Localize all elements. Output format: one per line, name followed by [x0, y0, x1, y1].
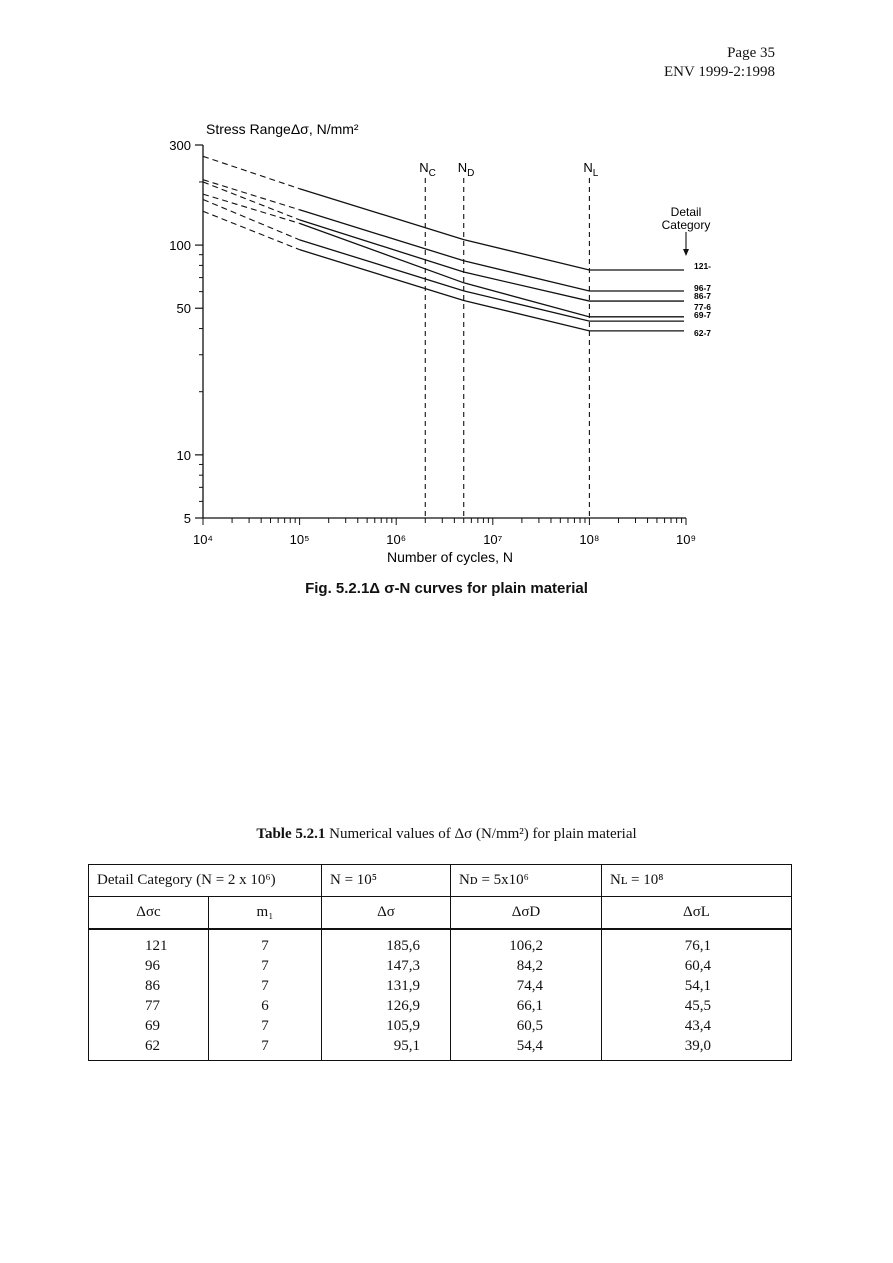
cell-dsl: 39,0 [602, 1036, 792, 1061]
cell-m1: 7 [209, 976, 322, 996]
vertical-label-nl: $N_L$ [583, 160, 599, 179]
x-tick-label: 10⁴ [192, 532, 214, 547]
header-delta-sigma: Δσ [322, 897, 451, 930]
cell-category: 86 [89, 976, 209, 996]
table-header-row-2 [89, 897, 792, 930]
vertical-label-nd: $N_D$ [457, 160, 475, 179]
table-row [89, 1016, 792, 1036]
header-delta-sigma-c: Δσc [89, 897, 209, 930]
series-label: 62-7 [694, 328, 712, 338]
cell-m1: 7 [209, 1016, 322, 1036]
page-number: Page 35 [727, 45, 775, 61]
cell-dsl: 60,4 [602, 956, 792, 976]
series-label: 121- [694, 261, 712, 271]
cell-ds: 147,3 [322, 956, 451, 976]
figure-caption: Fig. 5.2.1Δ σ-N curves for plain material [305, 580, 588, 597]
header-detail-category: Detail Category (N = 2 x 10⁶) [89, 865, 322, 897]
series-dashed-segment [203, 211, 300, 249]
series-label: 86-7 [694, 291, 712, 301]
header-delta-sigma-d: ΔσD [451, 897, 602, 930]
cell-category: 69 [89, 1016, 209, 1036]
series-label: 77-6 [694, 302, 712, 312]
header-nd: Nᴅ = 5x10⁶ [451, 865, 602, 897]
table-title-text: Numerical values of Δσ (N/mm²) for plain material [325, 826, 637, 842]
y-axis-label: Stress RangeΔσ, N/mm² [206, 121, 359, 137]
cell-m1: 6 [209, 996, 322, 1016]
cell-dsl: 76,1 [602, 929, 792, 956]
cell-dsl: 54,1 [602, 976, 792, 996]
series-dashed-segment [203, 194, 300, 223]
table-row [89, 1036, 792, 1061]
standard-reference: ENV 1999-2:1998 [664, 64, 775, 80]
series-dashed-segment [203, 199, 300, 239]
cell-dsd: 66,1 [451, 996, 602, 1016]
series-line [300, 220, 684, 301]
cell-category: 62 [89, 1036, 209, 1061]
x-axis-label: Number of cycles, N [386, 549, 514, 565]
cell-m1: 7 [209, 929, 322, 956]
series-dashed-segment [203, 182, 300, 220]
series-label: 69-7 [694, 310, 712, 320]
table-row [89, 956, 792, 976]
numerical-values-table [88, 864, 792, 1061]
header-m1: m₁ [209, 897, 322, 930]
legend-title: Detail [670, 205, 702, 219]
cell-dsd: 60,5 [451, 1016, 602, 1036]
cell-dsd: 84,2 [451, 956, 602, 976]
cell-ds: 126,9 [322, 996, 451, 1016]
plot-area [169, 138, 711, 547]
series-label: 96-7 [694, 283, 712, 293]
cell-ds: 131,9 [322, 976, 451, 996]
cell-dsl: 43,4 [602, 1016, 792, 1036]
header-nl: Nʟ = 10⁸ [602, 865, 792, 897]
vertical-label-nc: $N_C$ [419, 160, 436, 179]
x-tick-label: 10⁷ [483, 532, 503, 547]
cell-category: 121 [89, 929, 209, 956]
y-tick-label: 50 [176, 301, 191, 317]
cell-category: 77 [89, 996, 209, 1016]
table-row [89, 976, 792, 996]
table-number: Table 5.2.1 [256, 826, 326, 842]
table-row [89, 996, 792, 1016]
series-line [300, 240, 684, 321]
cell-ds: 95,1 [322, 1036, 451, 1061]
cell-ds: 105,9 [322, 1016, 451, 1036]
legend-title: Category [661, 218, 711, 232]
y-tick-label: 5 [183, 511, 191, 526]
x-tick-label: 10⁹ [675, 532, 697, 547]
sn-curve-chart [0, 0, 893, 620]
header-n-1e5: N = 10⁵ [322, 865, 451, 897]
y-tick-label: 100 [169, 238, 191, 254]
cell-m1: 7 [209, 956, 322, 976]
x-tick-label: 10⁸ [579, 532, 600, 547]
table-header-row-1 [89, 865, 792, 897]
cell-m1: 7 [209, 1036, 322, 1061]
table-row [89, 929, 792, 956]
y-tick-label: 300 [169, 138, 191, 153]
x-tick-label: 10⁶ [386, 532, 407, 547]
cell-dsd: 106,2 [451, 929, 602, 956]
chart-svg [0, 0, 893, 620]
cell-dsl: 45,5 [602, 996, 792, 1016]
header-delta-sigma-l: ΔσL [602, 897, 792, 930]
cell-ds: 185,6 [322, 929, 451, 956]
cell-dsd: 74,4 [451, 976, 602, 996]
x-tick-label: 10⁵ [289, 532, 310, 547]
cell-dsd: 54,4 [451, 1036, 602, 1061]
table-title [0, 826, 893, 843]
cell-category: 96 [89, 956, 209, 976]
y-tick-label: 10 [176, 447, 191, 463]
legend-arrow-head [683, 249, 689, 256]
